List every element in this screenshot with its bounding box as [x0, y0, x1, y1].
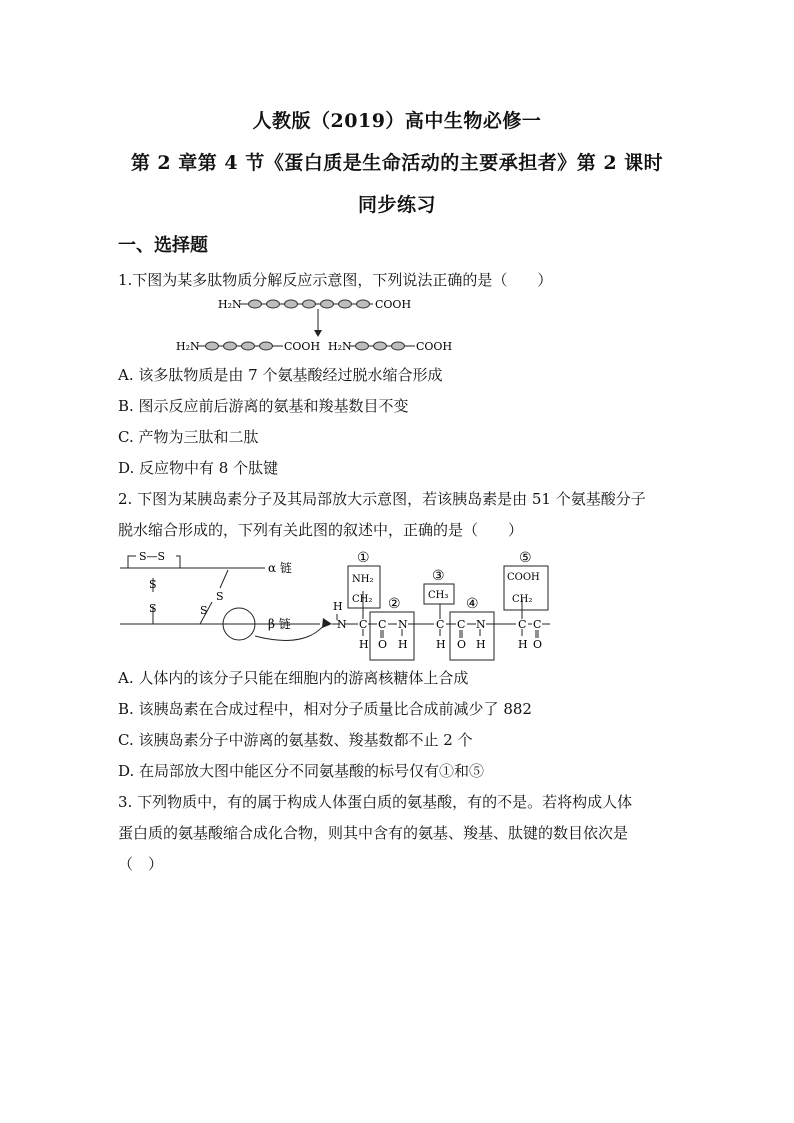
q1-stem: 1.下图为某多肽物质分解反应示意图，下列说法正确的是（ ）	[118, 271, 553, 289]
h-atom: H	[333, 600, 343, 613]
q2-option-a: A. 人体内的该分子只能在细胞内的游离核糖体上合成	[118, 669, 469, 687]
marker-2: ②	[388, 596, 401, 612]
nh2-group: NH₂	[352, 574, 374, 585]
q1-option-c: C. 产物为三肽和二肽	[118, 428, 259, 446]
q2-stem-line1: 2. 下图为某胰岛素分子及其局部放大示意图，若该胰岛素是由 51 个氨基酸分子	[118, 490, 646, 508]
magnify-arrow-icon	[322, 618, 332, 628]
q3-stem-line1: 3. 下列物质中，有的属于构成人体蛋白质的氨基酸，有的不是。若将构成人体	[118, 793, 633, 811]
doc-title-line2: 第 2 章第 4 节《蛋白质是生命活动的主要承担者》第 2 课时	[130, 152, 664, 174]
q2-option-d: D. 在局部放大图中能区分不同氨基酸的标号仅有①和⑤	[118, 762, 485, 780]
q1-product1-end: COOH	[284, 340, 321, 353]
o-atom: O	[457, 638, 467, 651]
q2-stem-line2: 脱水缩合形成的，下列有关此图的叙述中，正确的是（ ）	[118, 521, 524, 539]
q2-option-c: C. 该胰岛素分子中游离的氨基数、羧基数都不止 2 个	[118, 731, 473, 749]
alpha-chain-label: α 链	[268, 561, 292, 575]
n-atom: N	[337, 618, 347, 631]
doc-title-line1: 人教版（2019）高中生物必修一	[252, 110, 542, 132]
q2-option-b: B. 该胰岛素在合成过程中，相对分子质量比合成前减少了 882	[118, 700, 532, 718]
s-atom: S	[149, 578, 157, 591]
q1-reactant-start: H₂N	[218, 298, 242, 311]
c-atom: C	[518, 618, 527, 631]
cooh-group: COOH	[507, 572, 540, 583]
section-heading: 一、选择题	[118, 235, 208, 256]
s-atom: S	[200, 604, 208, 617]
q1-product2-start: H₂N	[328, 340, 352, 353]
c-atom: C	[457, 618, 466, 631]
q1-product2-end: COOH	[416, 340, 453, 353]
h-atom: H	[436, 638, 446, 651]
q1-reactant-end: COOH	[375, 298, 412, 311]
marker-5: ⑤	[519, 550, 532, 566]
q1-product2-residues	[356, 342, 405, 350]
n-atom: N	[398, 618, 408, 631]
s-atom: S	[149, 602, 157, 615]
c-atom: C	[359, 618, 368, 631]
o-atom: O	[378, 638, 388, 651]
h-atom: H	[398, 638, 408, 651]
q1-reactant-residues	[249, 300, 370, 308]
marker-4: ④	[466, 596, 479, 612]
disulfide-top: S—S	[139, 550, 166, 563]
s-atom: S	[216, 590, 224, 603]
reaction-arrow-icon	[314, 330, 322, 337]
q1-option-a: A. 该多肽物质是由 7 个氨基酸经过脱水缩合形成	[118, 366, 443, 384]
marker-3: ③	[432, 568, 445, 584]
q1-product1-start: H₂N	[176, 340, 200, 353]
q2-insulin-figure	[0, 544, 794, 662]
n-atom: N	[476, 618, 486, 631]
marker-1: ①	[357, 550, 370, 566]
c-atom: C	[378, 618, 387, 631]
q1-option-d: D. 反应物中有 8 个肽键	[118, 459, 279, 477]
o-atom: O	[533, 638, 543, 651]
doc-title-line3: 同步练习	[357, 194, 436, 216]
q3-stem-line3: （ ）	[118, 855, 164, 873]
ch2-group: CH₂	[512, 594, 533, 605]
q1-polypeptide-figure	[0, 292, 794, 362]
beta-chain-label: β 链	[268, 617, 291, 631]
ch2-group: CH₂	[352, 594, 373, 605]
q1-option-b: B. 图示反应前后游离的氨基和羧基数目不变	[118, 397, 409, 415]
h-atom: H	[518, 638, 528, 651]
h-atom: H	[359, 638, 369, 651]
h-atom: H	[476, 638, 486, 651]
c-atom: C	[436, 618, 445, 631]
q3-stem-line2: 蛋白质的氨基酸缩合成化合物，则其中含有的氨基、羧基、肽键的数目依次是	[118, 824, 629, 842]
c-atom: C	[533, 618, 542, 631]
ch3-group: CH₃	[428, 590, 449, 601]
